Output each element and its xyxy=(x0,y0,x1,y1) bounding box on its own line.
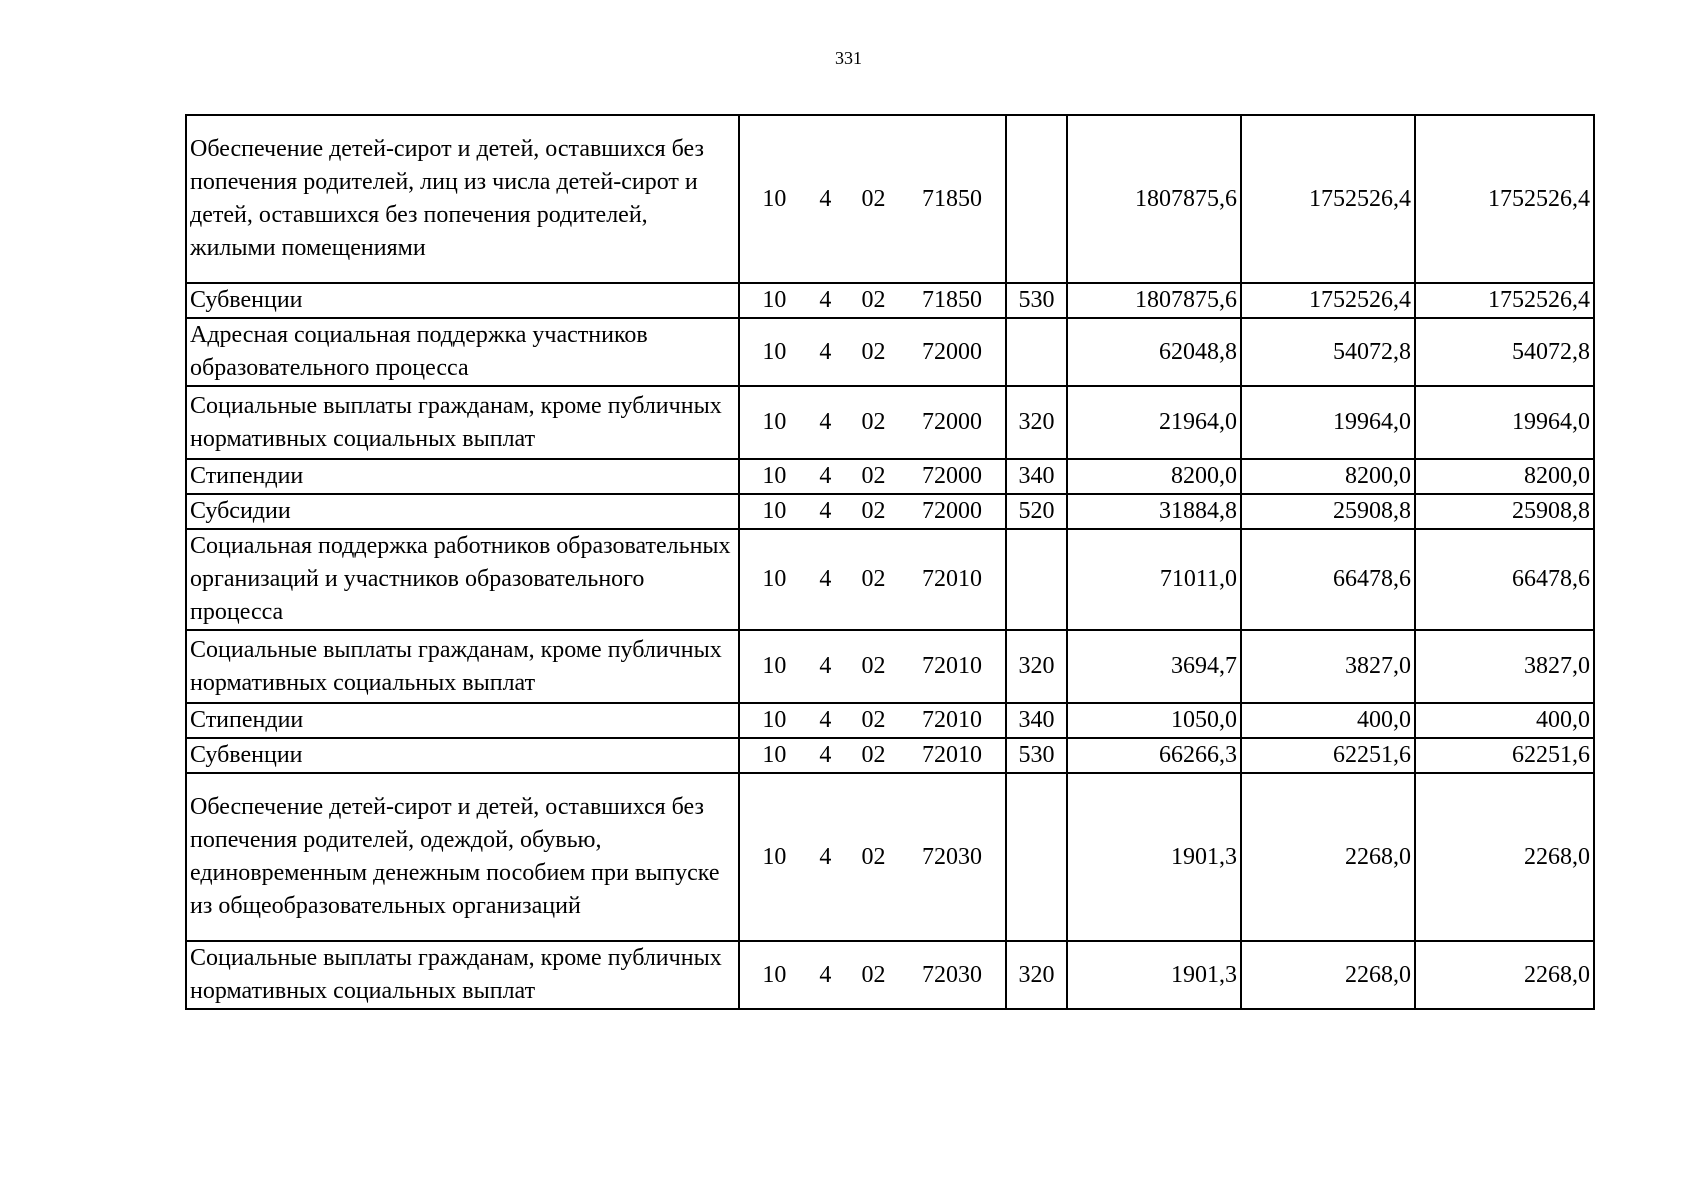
row-codes xyxy=(739,459,1006,494)
code-section: 10 xyxy=(762,843,787,870)
table-row xyxy=(186,703,1594,738)
value-year-1: 1901,3 xyxy=(1067,773,1241,941)
row-name: Обеспечение детей-сирот и детей, оставшихся без попечения родителей, одеждой, обувью, единовременным денежным пособием при выпуске из общеобразовательных организаций xyxy=(186,773,739,941)
expense-type-code: 320 xyxy=(1006,941,1067,1009)
code-program: 4 xyxy=(819,185,832,212)
value-year-3: 8200,0 xyxy=(1415,459,1594,494)
code-direction: 72000 xyxy=(921,409,982,435)
code-section: 10 xyxy=(762,409,787,435)
row-codes xyxy=(739,386,1006,459)
table-row xyxy=(186,386,1594,459)
code-program: 4 xyxy=(819,653,832,679)
row-name: Адресная социальная поддержка участников образовательного процесса xyxy=(186,318,739,386)
code-subprogram: 02 xyxy=(861,463,886,489)
row-codes xyxy=(739,494,1006,529)
value-year-1: 21964,0 xyxy=(1067,386,1241,459)
value-year-3: 54072,8 xyxy=(1415,318,1594,386)
code-section: 10 xyxy=(762,961,787,988)
expense-type-code: 530 xyxy=(1006,738,1067,773)
row-name: Стипендии xyxy=(186,459,739,494)
value-year-1: 62048,8 xyxy=(1067,318,1241,386)
value-year-3: 62251,6 xyxy=(1415,738,1594,773)
code-section: 10 xyxy=(762,566,787,592)
table-row xyxy=(186,630,1594,703)
code-direction: 72010 xyxy=(921,707,982,733)
code-program: 4 xyxy=(819,566,832,592)
code-direction: 72000 xyxy=(921,338,982,365)
expense-type-code: 340 xyxy=(1006,703,1067,738)
table-row xyxy=(186,115,1594,283)
value-year-3: 2268,0 xyxy=(1415,773,1594,941)
expense-type-code: 320 xyxy=(1006,386,1067,459)
value-year-2: 1752526,4 xyxy=(1241,283,1415,318)
code-direction: 71850 xyxy=(921,185,982,212)
code-direction: 72010 xyxy=(921,566,982,592)
code-program: 4 xyxy=(819,498,832,524)
value-year-3: 2268,0 xyxy=(1415,941,1594,1009)
table-row xyxy=(186,529,1594,630)
code-section: 10 xyxy=(762,498,787,524)
value-year-2: 54072,8 xyxy=(1241,318,1415,386)
value-year-1: 1050,0 xyxy=(1067,703,1241,738)
code-subprogram: 02 xyxy=(861,742,886,768)
value-year-3: 25908,8 xyxy=(1415,494,1594,529)
code-program: 4 xyxy=(819,707,832,733)
value-year-3: 19964,0 xyxy=(1415,386,1594,459)
value-year-1: 31884,8 xyxy=(1067,494,1241,529)
code-program: 4 xyxy=(819,961,832,988)
row-codes xyxy=(739,941,1006,1009)
expense-type-code: 520 xyxy=(1006,494,1067,529)
table-row xyxy=(186,738,1594,773)
row-codes xyxy=(739,283,1006,318)
expense-type-code: 530 xyxy=(1006,283,1067,318)
row-codes xyxy=(739,115,1006,283)
row-codes xyxy=(739,630,1006,703)
row-codes xyxy=(739,773,1006,941)
value-year-1: 1807875,6 xyxy=(1067,283,1241,318)
value-year-1: 3694,7 xyxy=(1067,630,1241,703)
code-program: 4 xyxy=(819,463,832,489)
code-section: 10 xyxy=(762,185,787,212)
code-program: 4 xyxy=(819,409,832,435)
code-direction: 71850 xyxy=(921,287,982,313)
row-codes xyxy=(739,738,1006,773)
code-direction: 72000 xyxy=(921,463,982,489)
code-subprogram: 02 xyxy=(861,185,886,212)
code-subprogram: 02 xyxy=(861,961,886,988)
code-program: 4 xyxy=(819,742,832,768)
value-year-1: 8200,0 xyxy=(1067,459,1241,494)
code-section: 10 xyxy=(762,463,787,489)
value-year-1: 66266,3 xyxy=(1067,738,1241,773)
value-year-1: 71011,0 xyxy=(1067,529,1241,630)
value-year-2: 2268,0 xyxy=(1241,941,1415,1009)
table-row xyxy=(186,494,1594,529)
code-direction: 72010 xyxy=(921,742,982,768)
value-year-3: 66478,6 xyxy=(1415,529,1594,630)
expense-type-code xyxy=(1006,529,1067,630)
table-row xyxy=(186,283,1594,318)
value-year-2: 1752526,4 xyxy=(1241,115,1415,283)
row-name: Субсидии xyxy=(186,494,739,529)
value-year-1: 1807875,6 xyxy=(1067,115,1241,283)
code-section: 10 xyxy=(762,653,787,679)
budget-table xyxy=(185,114,1595,1010)
expense-type-code xyxy=(1006,773,1067,941)
value-year-2: 400,0 xyxy=(1241,703,1415,738)
row-name: Субвенции xyxy=(186,738,739,773)
value-year-2: 2268,0 xyxy=(1241,773,1415,941)
value-year-2: 8200,0 xyxy=(1241,459,1415,494)
code-subprogram: 02 xyxy=(861,338,886,365)
table-row xyxy=(186,941,1594,1009)
code-program: 4 xyxy=(819,338,832,365)
code-direction: 72030 xyxy=(921,843,982,870)
code-section: 10 xyxy=(762,707,787,733)
value-year-3: 400,0 xyxy=(1415,703,1594,738)
code-section: 10 xyxy=(762,338,787,365)
value-year-3: 1752526,4 xyxy=(1415,283,1594,318)
row-name: Стипендии xyxy=(186,703,739,738)
row-codes xyxy=(739,318,1006,386)
row-codes xyxy=(739,529,1006,630)
expense-type-code xyxy=(1006,318,1067,386)
value-year-1: 1901,3 xyxy=(1067,941,1241,1009)
expense-type-code xyxy=(1006,115,1067,283)
row-name: Социальные выплаты гражданам, кроме публичных нормативных социальных выплат xyxy=(186,941,739,1009)
value-year-2: 3827,0 xyxy=(1241,630,1415,703)
row-codes xyxy=(739,703,1006,738)
code-subprogram: 02 xyxy=(861,287,886,313)
code-subprogram: 02 xyxy=(861,409,886,435)
code-subprogram: 02 xyxy=(861,653,886,679)
value-year-2: 25908,8 xyxy=(1241,494,1415,529)
code-direction: 72030 xyxy=(921,961,982,988)
code-section: 10 xyxy=(762,287,787,313)
row-name: Социальные выплаты гражданам, кроме публичных нормативных социальных выплат xyxy=(186,386,739,459)
expense-type-code: 320 xyxy=(1006,630,1067,703)
code-section: 10 xyxy=(762,742,787,768)
expense-type-code: 340 xyxy=(1006,459,1067,494)
value-year-2: 62251,6 xyxy=(1241,738,1415,773)
code-subprogram: 02 xyxy=(861,843,886,870)
code-subprogram: 02 xyxy=(861,498,886,524)
code-direction: 72000 xyxy=(921,498,982,524)
row-name: Обеспечение детей-сирот и детей, оставшихся без попечения родителей, лиц из числа детей-сирот и детей, оставшихся без попечения родителей, жилыми помещениями xyxy=(186,115,739,283)
row-name: Субвенции xyxy=(186,283,739,318)
code-direction: 72010 xyxy=(921,653,982,679)
value-year-3: 1752526,4 xyxy=(1415,115,1594,283)
row-name: Социальная поддержка работников образовательных организаций и участников образовательного процесса xyxy=(186,529,739,630)
page-number: 331 xyxy=(835,48,862,68)
value-year-2: 19964,0 xyxy=(1241,386,1415,459)
code-subprogram: 02 xyxy=(861,707,886,733)
table-row xyxy=(186,773,1594,941)
table-row xyxy=(186,459,1594,494)
code-program: 4 xyxy=(819,287,832,313)
value-year-3: 3827,0 xyxy=(1415,630,1594,703)
value-year-2: 66478,6 xyxy=(1241,529,1415,630)
table-row xyxy=(186,318,1594,386)
code-subprogram: 02 xyxy=(861,566,886,592)
code-program: 4 xyxy=(819,843,832,870)
row-name: Социальные выплаты гражданам, кроме публичных нормативных социальных выплат xyxy=(186,630,739,703)
table-body xyxy=(186,115,1594,1009)
